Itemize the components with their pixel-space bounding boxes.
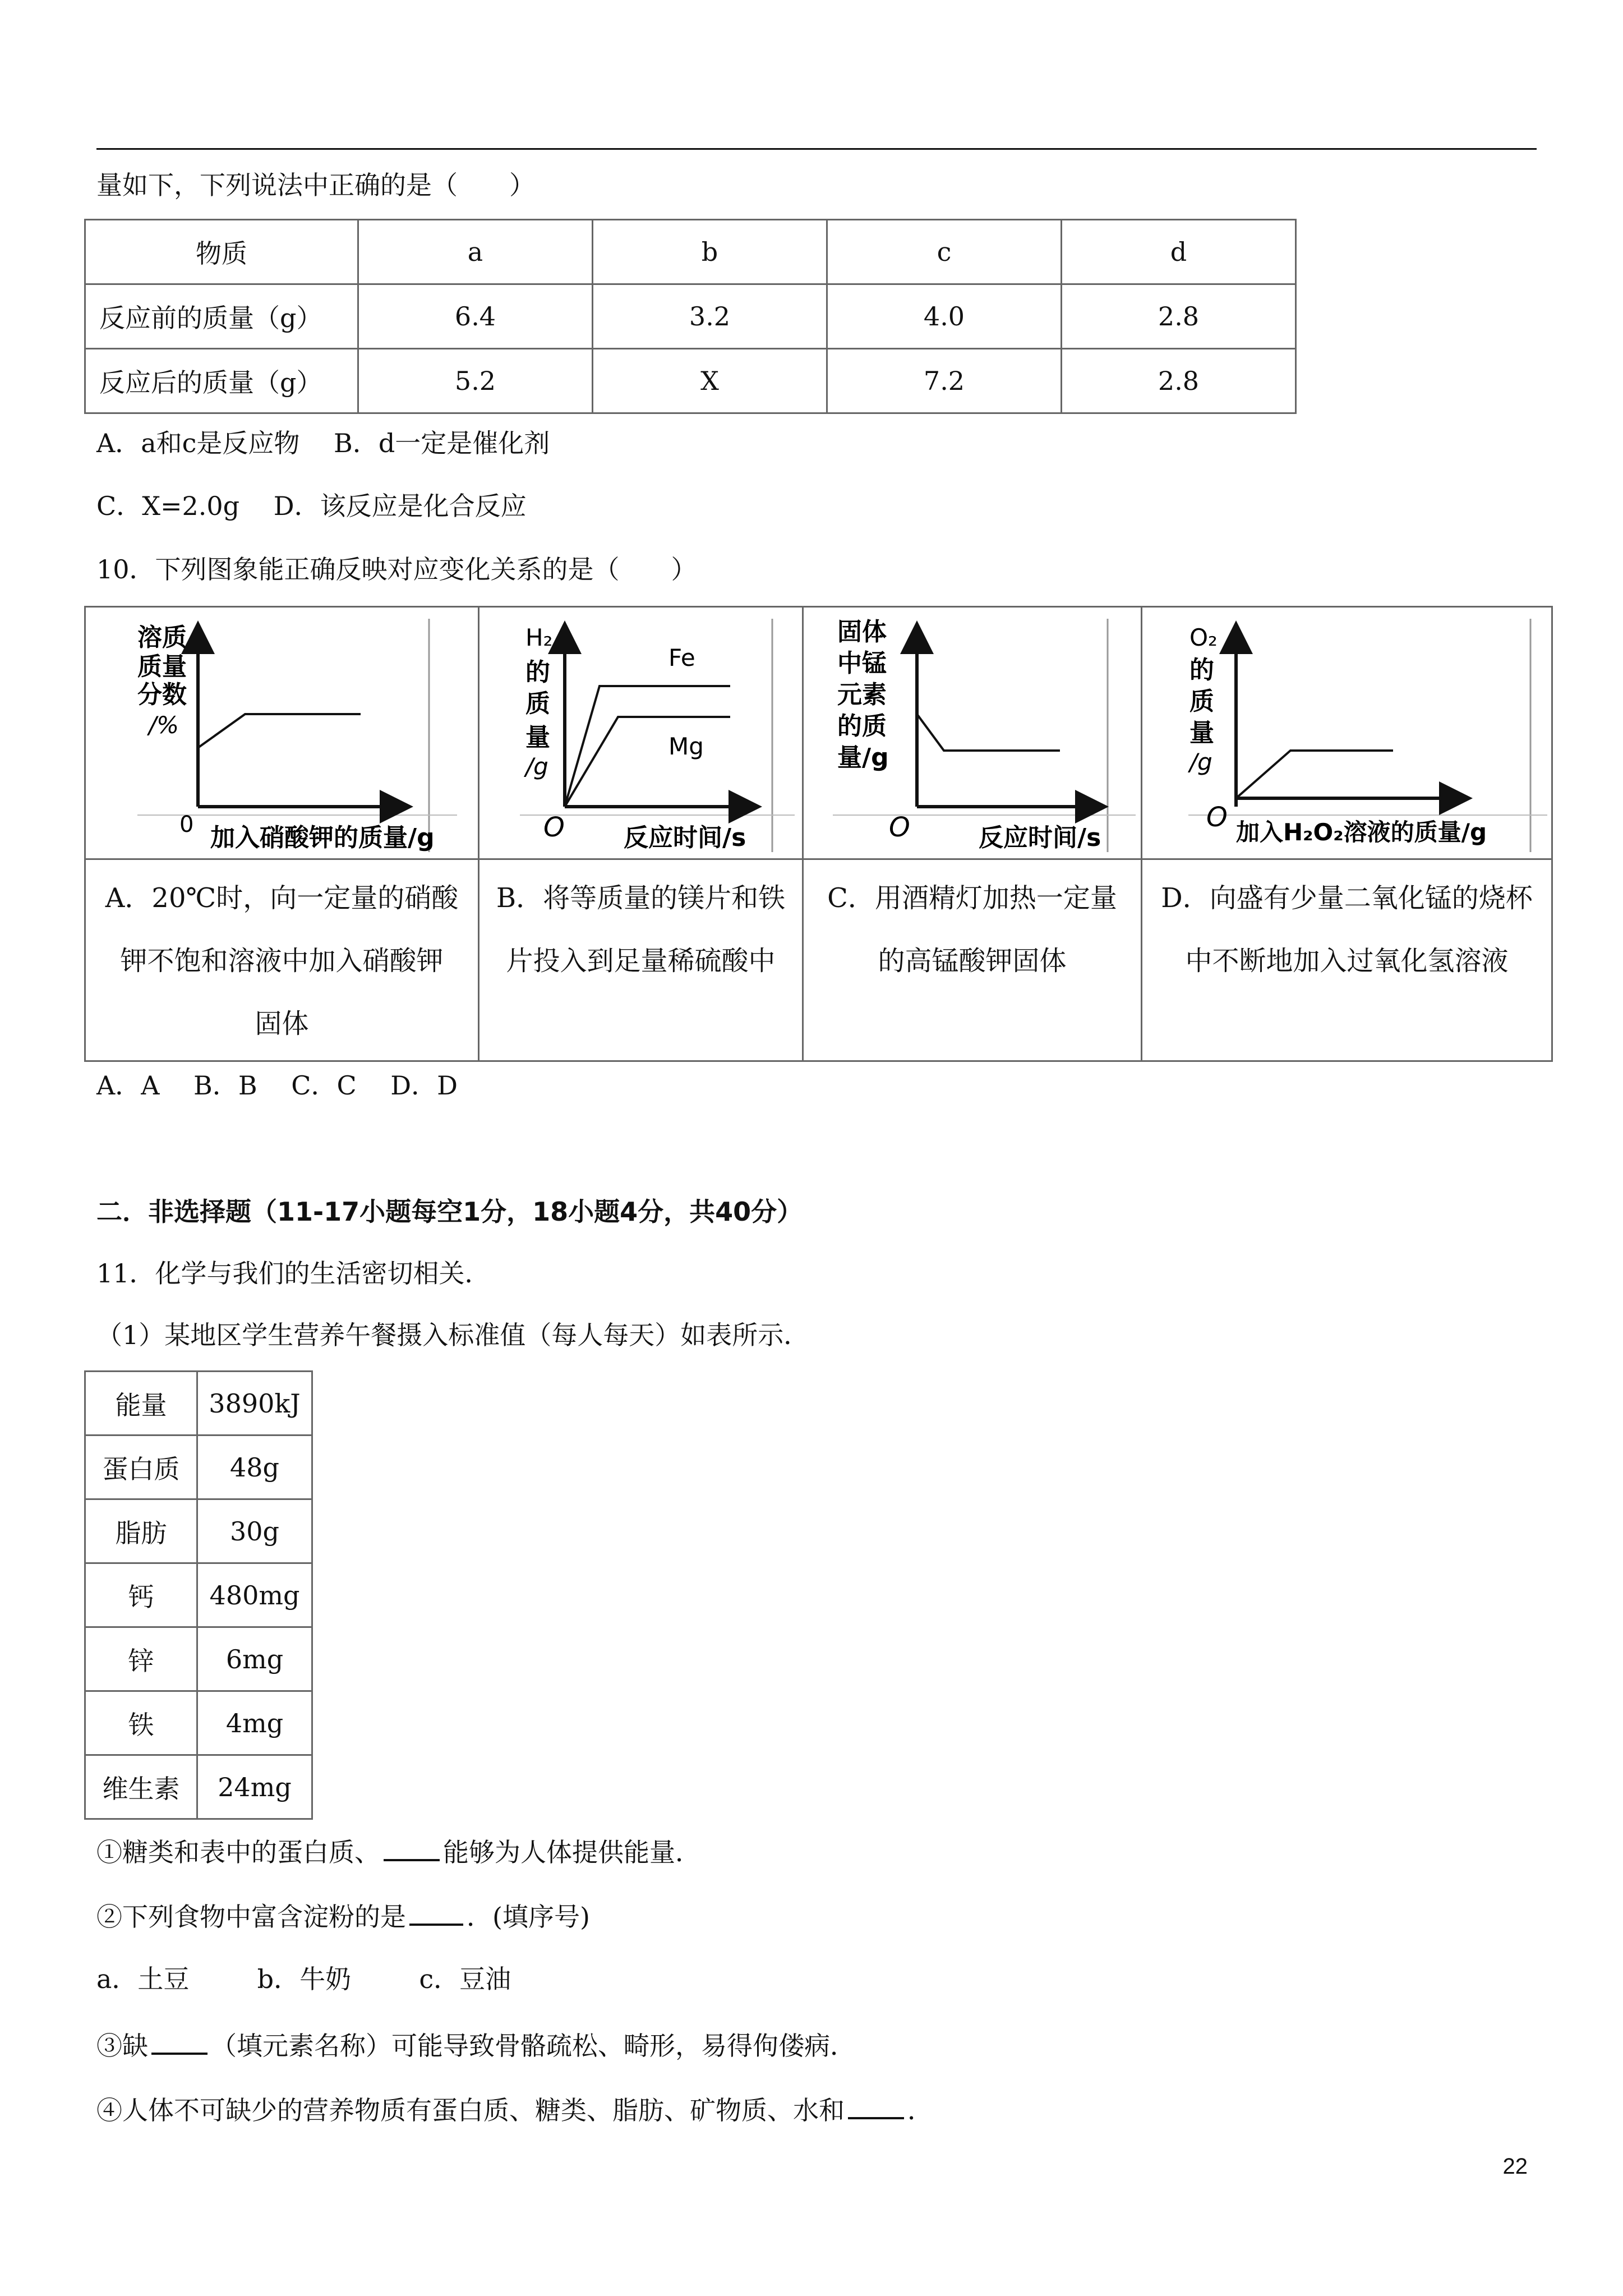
table-row — [85, 1691, 312, 1755]
nutrient: 铁 — [85, 1691, 197, 1755]
y-label-line: 的 — [1189, 656, 1214, 684]
q10-stem: 10．下列图象能正确反映对应变化关系的是（ ） — [96, 554, 697, 585]
q11-item4-text: ④人体不可缺少的营养物质有蛋白质、糖类、脂肪、矿物质、水和 — [96, 2095, 845, 2125]
table-row — [85, 1627, 312, 1691]
amount: 6mg — [197, 1627, 312, 1691]
y-label-line: 的 — [525, 658, 550, 687]
table-header-row — [85, 220, 1296, 284]
y-label-line: 量 — [1189, 719, 1214, 747]
mg-curve — [565, 717, 730, 807]
q11-item2-text: ②下列食物中富含淀粉的是 — [96, 1902, 406, 1932]
section2-title: 二．非选择题（11-17小题每空1分，18小题4分，共40分） — [96, 1197, 803, 1227]
nutrient: 维生素 — [85, 1755, 197, 1819]
page-number: 22 — [1502, 2154, 1528, 2179]
y-label-line: /g — [525, 753, 548, 780]
fe-curve — [565, 686, 730, 807]
y-label-line: 固体 — [837, 618, 887, 646]
q11-item2-options: a．土豆 b．牛奶 c．豆油 — [96, 1964, 511, 1994]
y-label-line: /% — [148, 711, 179, 739]
q11-item1 — [96, 1833, 701, 1869]
q11-item3-text: （填元素名称）可能导致骨骼疏松、畸形，易得佝偻病． — [211, 2031, 856, 2061]
y-label-line: 量 — [525, 723, 550, 752]
graph-c — [805, 608, 1140, 852]
nutrient: 蛋白质 — [85, 1435, 197, 1499]
x-label: 加入硝酸钾的质量/g — [210, 823, 435, 852]
nutrient: 钙 — [85, 1563, 197, 1627]
cell: X — [593, 349, 827, 413]
table-row — [85, 1499, 312, 1563]
graph-d-cell — [1142, 607, 1552, 859]
x-label: 反应时间/s — [623, 823, 746, 852]
caption-d — [1142, 859, 1552, 1061]
y-label-line: 的质 — [837, 712, 887, 740]
cell: 3.2 — [593, 284, 827, 349]
amount: 48g — [197, 1435, 312, 1499]
header-cell: 物质 — [85, 220, 358, 284]
y-label-line: 质量 — [137, 652, 187, 681]
graph-c-cell — [803, 607, 1142, 859]
y-label-line: 量/g — [837, 743, 889, 772]
graph-d — [1144, 608, 1551, 852]
table-row — [85, 1372, 312, 1435]
caption-line: A．20℃时，向一定量的硝酸 — [105, 882, 459, 914]
nutrition-table — [84, 1370, 313, 1820]
table-row — [85, 349, 1296, 413]
caption-line: 钾不饱和溶液中加入硝酸钾 — [120, 945, 444, 977]
x-label: 加入H₂O₂溶液的质量/g — [1235, 818, 1487, 846]
y-label-line: O₂ — [1189, 624, 1218, 651]
cell: 4.0 — [827, 284, 1062, 349]
graph-a-cell — [85, 607, 479, 859]
x-label: 反应时间/s — [978, 823, 1101, 852]
origin-label: O — [888, 812, 910, 843]
caption-line: 中不断地加入过氧化氢溶液 — [1185, 945, 1509, 977]
graph-a-curve — [198, 714, 361, 748]
caption-line: 的高锰酸钾固体 — [878, 945, 1067, 977]
q9-options-line1: A．a和c是反应物 B．d一定是催化剂 — [96, 428, 550, 458]
table-row — [85, 1755, 312, 1819]
table-row — [85, 284, 1296, 349]
table-row — [85, 1563, 312, 1627]
row-label: 反应后的质量（g） — [85, 349, 358, 413]
origin-label: O — [543, 812, 565, 843]
series-label-fe: Fe — [668, 644, 695, 671]
q11-item2-text: ．(填序号) — [467, 1902, 590, 1932]
caption-row — [85, 859, 1552, 1061]
graph-c-curve — [917, 714, 1060, 751]
q9-stem: 量如下，下列说法中正确的是（ ） — [96, 170, 535, 200]
q11-item4 — [96, 2091, 933, 2127]
amount: 24mg — [197, 1755, 312, 1819]
table-row — [85, 1435, 312, 1499]
graph-a — [87, 608, 477, 852]
q11-item1-text: 能够为人体提供能量． — [443, 1837, 701, 1867]
answer-blank[interactable] — [409, 1898, 463, 1926]
q11-item2 — [96, 1898, 590, 1934]
q11-item3-text: ③缺 — [96, 2031, 148, 2061]
origin-label: O — [1206, 802, 1228, 833]
y-label-line: H₂ — [525, 624, 552, 651]
y-label-line: 质 — [525, 689, 550, 718]
caption-line: C．用酒精灯加热一定量 — [827, 882, 1117, 914]
q10-options: A．A B．B C．C D．D — [96, 1070, 458, 1101]
q9-options-line2: C．X=2.0g D．该反应是化合反应 — [96, 491, 527, 521]
row-label: 反应前的质量（g） — [85, 284, 358, 349]
caption-line: 片投入到足量稀硫酸中 — [506, 945, 776, 977]
graph-b-cell — [479, 607, 803, 859]
q11-item1-text: ①糖类和表中的蛋白质、 — [96, 1837, 380, 1867]
cell: 5.2 — [358, 349, 593, 413]
q11-stem: 11．化学与我们的生活密切相关． — [96, 1258, 491, 1289]
nutrient: 能量 — [85, 1372, 197, 1435]
caption-c — [803, 859, 1142, 1061]
nutrient: 脂肪 — [85, 1499, 197, 1563]
header-rule — [96, 148, 1537, 150]
header-cell: b — [593, 220, 827, 284]
y-label-line: 元素 — [837, 680, 887, 709]
y-label-line: 分数 — [137, 680, 187, 709]
caption-line: B．将等质量的镁片和铁 — [496, 882, 786, 914]
cell: 2.8 — [1062, 349, 1296, 413]
q11-item3 — [96, 2027, 856, 2063]
header-cell: c — [827, 220, 1062, 284]
q11-sub1: （1）某地区学生营养午餐摄入标准值（每人每天）如表所示． — [96, 1320, 810, 1350]
graph-row — [85, 607, 1552, 859]
caption-a — [85, 859, 479, 1061]
graph-b — [481, 608, 801, 852]
answer-blank[interactable] — [848, 2091, 904, 2119]
caption-line: 固体 — [255, 1008, 309, 1039]
amount: 30g — [197, 1499, 312, 1563]
caption-b — [479, 859, 803, 1061]
amount: 480mg — [197, 1563, 312, 1627]
amount: 4mg — [197, 1691, 312, 1755]
cell: 7.2 — [827, 349, 1062, 413]
cell: 6.4 — [358, 284, 593, 349]
y-label-line: 溶质 — [137, 623, 187, 652]
series-label-mg: Mg — [668, 733, 704, 760]
y-label-line: 质 — [1189, 687, 1214, 716]
amount: 3890kJ — [197, 1372, 312, 1435]
answer-blank[interactable] — [384, 1833, 440, 1861]
y-label-line: /g — [1189, 748, 1212, 776]
graph-d-curve — [1236, 751, 1393, 798]
caption-line: D．向盛有少量二氧化锰的烧杯 — [1161, 882, 1533, 914]
origin-label: 0 — [179, 812, 193, 838]
cell: 2.8 — [1062, 284, 1296, 349]
q11-item4-text: ． — [907, 2095, 933, 2125]
header-cell: a — [358, 220, 593, 284]
q9-mass-table — [84, 219, 1297, 414]
nutrient: 锌 — [85, 1627, 197, 1691]
header-cell: d — [1062, 220, 1296, 284]
y-label-line: 中锰 — [837, 649, 887, 678]
q10-graph-table — [84, 606, 1553, 1062]
answer-blank[interactable] — [151, 2027, 208, 2055]
